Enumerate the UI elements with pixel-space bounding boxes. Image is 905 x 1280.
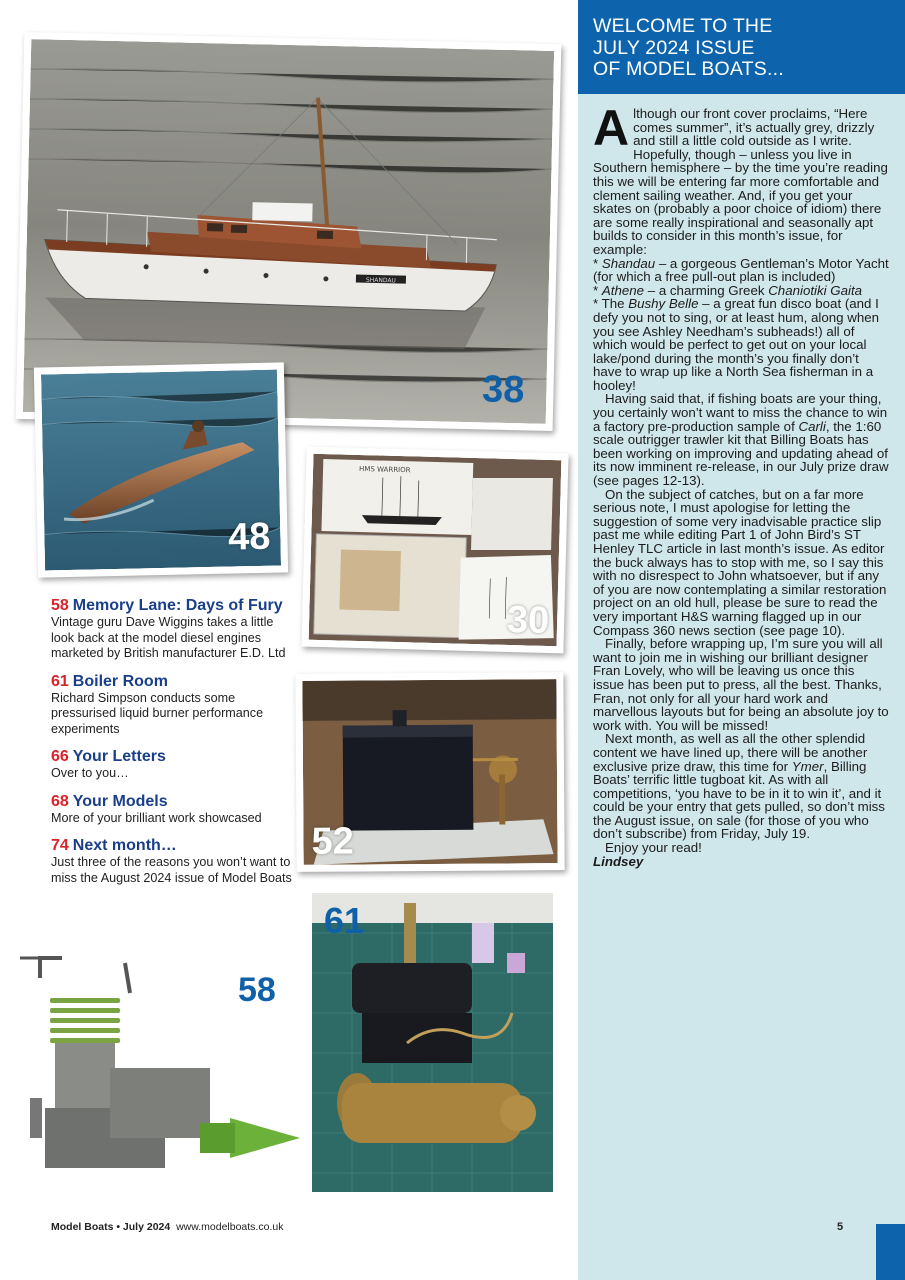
entry-number: 68	[51, 792, 69, 810]
paragraph: On the subject of catches, but on a far more serious note, I must apologise for letting the suggestion of some very inadvisable practice slip past me while editing Part 1 of John Bird’s ST Henley TLC article in last month’s issue. As editor the buck always has to stop with me, so I say this with no disrespect to John whatsoever, but if any of you are now contemplating a similar restoration project on an old hull, please be sure to read the very important H&S warning flagged up in our Compass 360 news section (see page 10).	[593, 486, 887, 638]
signature: Lindsey	[593, 853, 644, 869]
entry-description: Just three of the reasons you won’t want to miss the August 2024 issue of Model Boats	[51, 855, 292, 885]
boiler-photo	[312, 893, 553, 1192]
entry-description: Over to you…	[51, 766, 129, 780]
entry-title: Your Letters	[72, 748, 166, 765]
diesel-engine-photo	[0, 948, 310, 1208]
item-text: – a great fun disco boat (and I defy you not to sing, or at least hum, along when you see Ashley Needham’s subheads!) all of which would be perfect to get out on your local lake/pond during the month’s you finally don’t have to wrap up like a North Sea fisherman in a hooley!	[593, 296, 880, 393]
entry-heading	[51, 674, 296, 690]
editorial-sidebar	[578, 0, 905, 1280]
kit-photo	[301, 447, 568, 654]
contents-entry[interactable]	[51, 674, 296, 738]
entry-title: Boiler Room	[72, 672, 168, 690]
contents-entry[interactable]	[51, 794, 296, 827]
item-text: – a gorgeous Gentleman’s Motor Yacht (for which a free pull-out plan is included)	[593, 255, 889, 285]
drop-cap: A	[593, 100, 630, 156]
entry-title: Your Models	[72, 792, 168, 810]
kit-label: HMS WARRIOR	[358, 464, 411, 475]
heading-line: OF MODEL BOATS...	[593, 58, 784, 80]
yacht-nameplate: SHANDAU	[365, 276, 396, 285]
entry-title: Memory Lane: Days of Fury	[72, 597, 283, 614]
boat-name-shandau: Shandau	[601, 255, 656, 271]
entry-heading	[51, 749, 296, 765]
paragraph: , Billing Boats’ terrific little tugboat kit. As with all competitions, ‘you have to be in it to win it’, and it could be your entry that gets pulled, so don’t miss the August issue, on sale (for those of you who don’t subscribe) from Friday, July 19.	[593, 758, 885, 842]
contents-entry[interactable]	[51, 838, 296, 886]
page-footer	[51, 1221, 283, 1233]
paragraph: Finally, before wrapping up, I’m sure you will all want to join me in wishing our brilliant designer Fran Lovely, who will be leaving us once this issue has been put to press, all the best. Thanks, Fran, not only for all your hard work and marvellous layouts but for being an absolute joy to work with. You will be missed!	[593, 636, 889, 733]
paragraph: Having said that, if fishing boats are your thing, you certainly won’t want to miss the chance to win a factory pre-production sample of	[593, 391, 888, 434]
heading-line: JULY 2024 ISSUE	[593, 36, 755, 59]
item-text: – a charming Greek	[644, 282, 769, 298]
paragraph: Enjoy your read!	[605, 840, 702, 856]
entry-description: More of your brilliant work showcased	[51, 810, 262, 825]
entry-heading	[51, 598, 296, 614]
contents-entry[interactable]	[51, 749, 296, 782]
sidebar-heading	[578, 0, 905, 94]
boat-name-athene: Athene	[601, 282, 645, 298]
submarine-photo	[34, 362, 288, 577]
entry-description: Richard Simpson conducts some pressurised liquid burner performance experiments	[51, 690, 264, 736]
page-ref-58: 58	[238, 971, 276, 1009]
page-ref-30: 30	[506, 598, 550, 643]
contents-entry[interactable]	[51, 598, 296, 662]
footer-magazine: Model Boats • July 2024	[51, 1221, 171, 1233]
entry-number: 66	[51, 748, 69, 765]
footer-url[interactable]: www.modelboats.co.uk	[176, 1221, 284, 1233]
entry-description: Vintage guru Dave Wiggins takes a little look back at the model diesel engines marketed by British manufacturer E.D. Ltd	[51, 615, 286, 660]
page-number: 5	[837, 1221, 844, 1233]
page-edge-tab	[876, 1224, 905, 1280]
page-ref-38: 38	[481, 368, 525, 412]
heading-line: WELCOME TO THE	[593, 15, 773, 37]
page-ref-61: 61	[324, 900, 365, 941]
paragraph: Next month, as well as all the other splendid content we have lined up, there will be another exclusive prize draw, this time for	[593, 731, 868, 774]
entry-heading	[51, 838, 296, 854]
boat-type: Chaniotiki Gaita	[768, 282, 863, 298]
entry-title: Next month…	[72, 837, 177, 854]
entry-number: 58	[51, 597, 69, 614]
boat-name-carli: Carli	[798, 418, 826, 434]
engine-box-photo	[295, 672, 564, 872]
page-ref-52: 52	[311, 820, 354, 863]
entry-heading	[51, 794, 296, 810]
editorial-text: Although our front cover proclaims, “Here comes summer”, it’s actually grey, drizzly and still a little cold outside as I write. Hopefully, though – unless you live in Southern hemisphere – by the time you’re reading this we will be entering far more comfortable and clement sailing weather. And, if you get your skates on (probably a poor choice of idiom) there are some really inspirational and seasonally apt builds to consider in this month’s issue, for example: * Shandau – a gorgeous Gentleman’s Motor Yacht (for which a free pull-out plan is included) * Athene – a charming Greek Chaniotiki Gaita * The Bushy Belle – a great fun disco boat (and I defy you not to sing, or at least hum, along when you see Ashley Needham’s subheads!) all of which would be perfect to get out on your local lake/pond during the month’s you finally don’t have to wrap up like a North Sea fisherman in a hooley! Having said that, if fishing boats are your thing, you certainly won’t want to miss the chance to win a factory pre-production sample of Carli, the 1:60 scale outrigger trawler kit that Billing Boats has been working on improving and updating ahead of its now imminent re-release, in our July prize draw (see pages 12-13). On the subject of catches, but on a far more serious note, I must apologise for letting the suggestion of some very inadvisable practice slip past me while editing Part 1 of John Bird’s ST Henley TLC article in last month’s issue. As editor the buck always has to stop with me, so I say this with no disrespect to John whatsoever, but if any of you are now contemplating a similar restoration project on an old hull, please be sure to read the very important H&S warning flagged up in our Compass 360 news section (see page 10). Finally, before wrapping up, I’m sure you will all want to join me in wishing our brilliant designer Fran Lovely, who will be leaving us once this issue has been put to press, all the best. Thanks, Fran, not only for all your hard work and marvellous layouts but for being an absolute joy to work with. You will be missed! Next month, as well as all the other splendid content we have lined up, there will be another exclusive prize draw, this time for Ymer, Billing Boats’ terrific little tugboat kit. As with all competitions, ‘you have to be in it to win it’, and it could be your entry that gets pulled, so don’t miss the August issue, on sale (for those of you who don’t subscribe) from Friday, July 19. Enjoy your read! Lindsey	[593, 100, 889, 869]
boat-name-bushy-belle: Bushy Belle	[628, 296, 699, 312]
boat-name-ymer: Ymer	[791, 758, 824, 774]
paragraph: , the 1:60 scale outrigger trawler kit that Billing Boats has been working on improving and updating ahead of its now imminent re-release, in our July prize draw (see pages 12-13).	[593, 418, 889, 489]
entry-number: 61	[51, 672, 69, 690]
page-ref-48: 48	[227, 515, 271, 559]
editorial-intro: lthough our front cover proclaims, “Here comes summer”, it’s actually grey, drizzly and still a little cold outside as I write. Hopefully, though – unless you live in Southern hemisphere – by the time you’re reading this we will be entering far more comfortable and clement sailing weather. And, if you get your skates on (probably a poor choice of idiom) there are some really inspirational and seasonally apt builds to consider in this month’s issue, for example:	[593, 106, 888, 257]
item-text: * The	[593, 296, 629, 312]
entry-number: 74	[51, 837, 69, 854]
contents-list	[51, 598, 296, 898]
